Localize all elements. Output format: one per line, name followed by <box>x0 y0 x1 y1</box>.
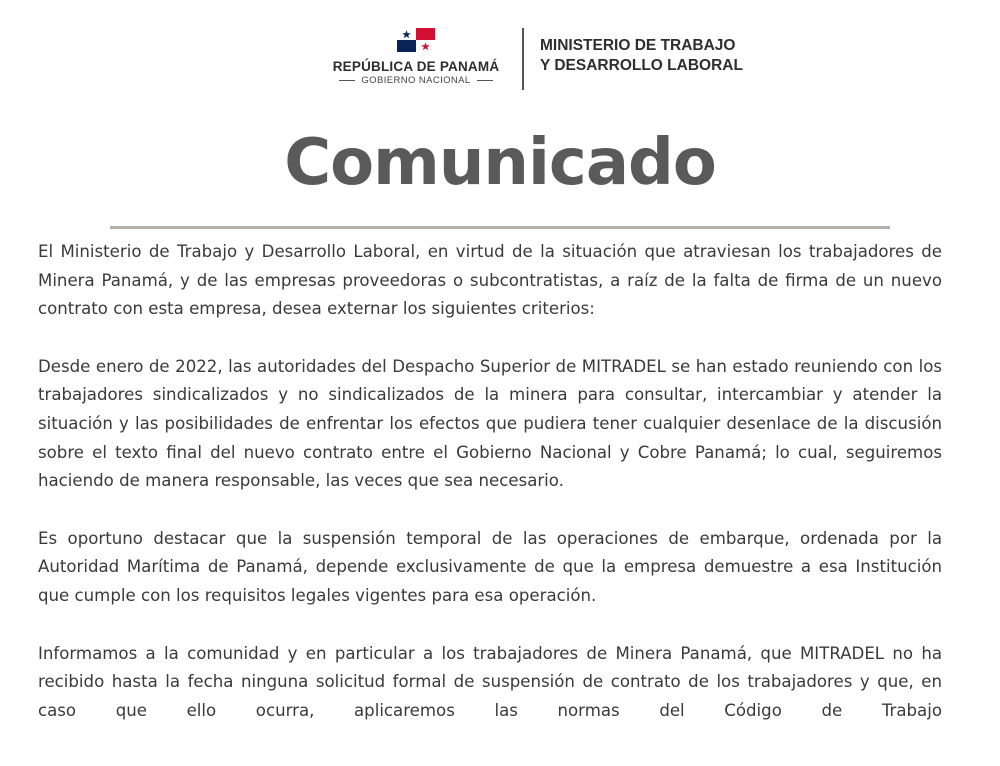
ministry-line-2: Y DESARROLLO LABORAL <box>540 57 743 74</box>
header-divider <box>522 28 524 90</box>
government-name: GOBIERNO NACIONAL <box>361 75 471 86</box>
divider-line <box>477 80 493 81</box>
paragraph: Informamos a la comunidad y en particular a los trabajadores de Minera Panamá, que MITRADEL no ha recibido hasta la fecha ninguna solicitud formal de suspensión de contrato de los trabajadores y que, en caso que ello ocurra, aplicaremos las normas del Código de Trabajo <box>38 643 942 720</box>
document-title: Comunicado <box>284 126 716 200</box>
paragraph: Es oportuno destacar que la suspensión temporal de las operaciones de embarque, ordenada por la Autoridad Marítima de Panamá, depende exclusivamente de que la empresa demuestre a esa Institución que cumple con los requisitos legales vigentes para esa operación. <box>38 528 942 605</box>
document-body <box>38 238 942 754</box>
republic-name: REPÚBLICA DE PANAMÁ <box>332 59 500 74</box>
ministry-line-1: MINISTERIO DE TRABAJO <box>540 37 736 54</box>
paragraph: El Ministerio de Trabajo y Desarrollo Laboral, en virtud de la situación que atraviesan los trabajadores de Minera Panamá, y de las empresas proveedoras o subcontratistas, a raíz de la falta de firma de un nuevo contrato con esta empresa, desea externar los siguientes criterios: <box>38 242 942 319</box>
paragraph: Desde enero de 2022, las autoridades del Despacho Superior de MITRADEL se han estado reuniendo con los trabajadores sindicalizados y no sindicalizados de la minera para consultar, intercambiar y atender la situación y las posibilidades de enfrentar los efectos que pudiera tener cualquier desenlace de la discusión sobre el texto final del nuevo contrato entre el Gobierno Nacional y Cobre Panamá; lo cual, seguiremos haciendo de manera responsable, las veces que sea necesario. <box>38 356 942 491</box>
republic-logo-block <box>318 24 514 86</box>
letterhead <box>0 24 1000 94</box>
title-rule <box>110 226 890 229</box>
divider-line <box>339 80 355 81</box>
panama-flag-icon <box>397 28 435 52</box>
government-row <box>318 75 514 86</box>
ministry-name <box>540 36 743 76</box>
